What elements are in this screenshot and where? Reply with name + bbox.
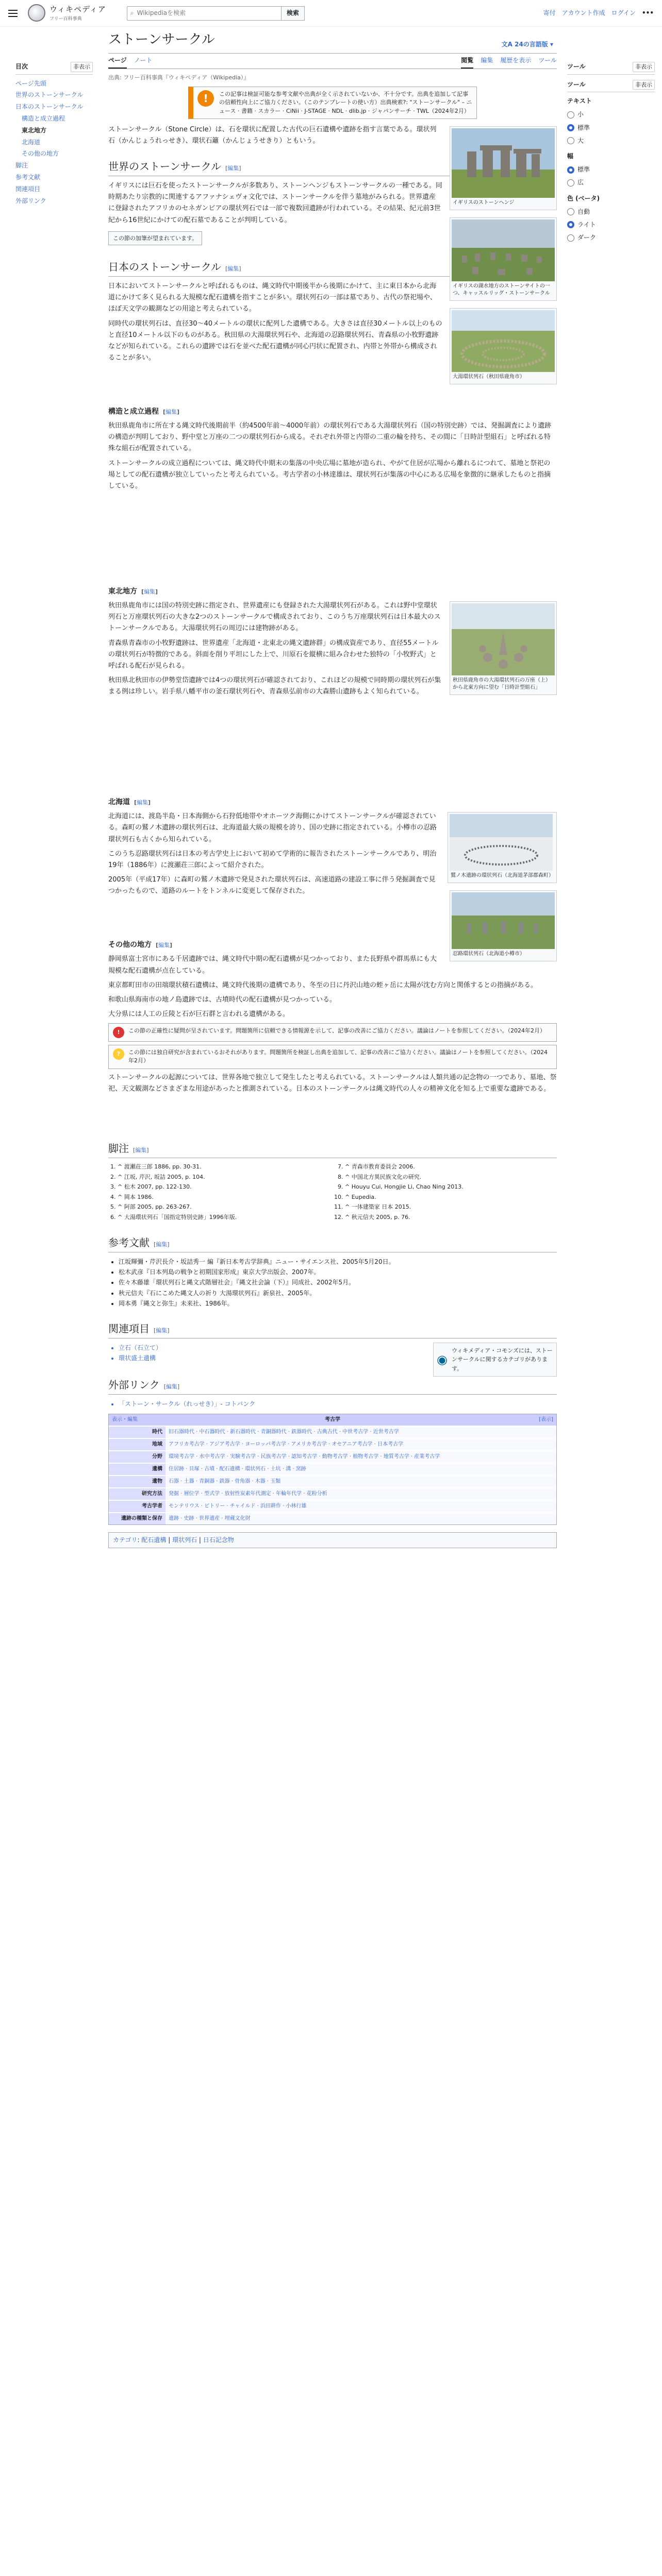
tohoku-paragraph-3: 秋田県北秋田市の伊勢堂岱遺跡では4つの環状列石が確認されており、これほどの規模で同時期の環状列石が集まる例は珍しい。岩手県八幡平市の釜石環状列石や、青森県弘前市の大森勝山遺跡もよく知られている。 <box>108 676 441 696</box>
original-research-text: この節には独自研究が含まれているおそれがあります。問題箇所を検証し出典を追加して、記事の改善にご協力ください。議論はノートを参照してください。（2024年2月） <box>128 1048 548 1064</box>
edit-section-link[interactable]: [編集] <box>141 588 158 595</box>
footnote-item: 7. ^ 青森市教育委員会 2006. <box>345 1162 557 1172</box>
main-menu-icon[interactable] <box>8 6 23 21</box>
heading-notes: 脚注 [編集] <box>108 1140 557 1158</box>
navbox-row <box>109 1451 556 1463</box>
radio-option[interactable] <box>567 176 655 189</box>
navbox-archaeology <box>108 1414 557 1525</box>
world-paragraph: イギリスには巨石を使ったストーンサークルが多数あり、ストーンヘンジもストーンサークルの一種である。同時期あたり宗教的に関連するアファナシェヴォ文化では、ストーンサークルを伴う墓地がみられる。世界遺産に登録されたアフリカのセネガンビアの環状列石では一部で複数回遺跡が行われている。その結果、紀元前3世紀から16世紀にかけての配石墓であることが判明している。 <box>108 182 442 224</box>
radio-label: 大 <box>577 137 584 144</box>
footnote-item: 11. ^ 一体建築家 日本 2015. <box>345 1202 557 1212</box>
toc-item[interactable]: その他の地方 <box>22 150 59 158</box>
image-caption: イギリスの湖水地方のストーンサイトの一つ、キャッスルリッグ・ストーンサークル <box>453 283 550 297</box>
navbox-row <box>109 1463 556 1476</box>
image-oshoro[interactable] <box>450 890 557 961</box>
bibliography-item: • 秋元信夫『石にこめた縄文人の祈り 大湯環状列石』新泉社、2005年。 <box>119 1288 557 1298</box>
hokkaido-paragraph-2: このうち忍路環状列石は日本の考古学史上において初めて学術的に報告されたストーンサークルであり、明治19年（1886年）に渡瀬荘三郎によって紹介された。 <box>108 850 437 869</box>
color-group: 色 (ベータ) <box>567 194 600 202</box>
other-paragraph-1: 静岡県富士宮市にある千居遺跡では、縄文時代中期の配石遺構が見つかっており、また長野県や群馬県にも大規模な配石遺構が点在している。 <box>108 955 437 975</box>
heading-related: 関連項目 [編集] <box>108 1320 557 1338</box>
tab-read[interactable]: 閲覧 <box>461 54 473 69</box>
ending-paragraph: ストーンサークルの起源については、世界各地で独立して発生したと考えられている。ストーンサークルは人類共通の記念物の一つであり、墓地、祭祀、天文観測などさまざまな用途があったと推測されている。日本のストーンサークルは縄文時代の人々の精神文化を知る上で重要な遺跡である。 <box>108 1073 557 1093</box>
radio-label: ライト <box>577 221 596 228</box>
category-link[interactable]: 配石遺構 <box>141 1536 167 1544</box>
text-size-group: テキスト <box>567 97 592 105</box>
image-sundial[interactable] <box>450 601 557 695</box>
radio-label: 自動 <box>577 208 590 215</box>
radio-label: ダーク <box>577 234 597 242</box>
navbox-group-links[interactable]: 旧石器時代 · 中石器時代 · 新石器時代 · 青銅器時代 · 鉄器時代 · 古典古代 · 中世考古学 · 近世考古学 <box>166 1426 556 1438</box>
bibliography-item: • 佐々木藤雄「環状列石と縄文式階層社会」『縄文社会論（下）』同成社、2002年5月。 <box>119 1277 557 1287</box>
heading-structure: 構造と成立過程 [編集] <box>108 407 180 416</box>
tab-page[interactable]: ページ <box>108 54 127 69</box>
radio-option[interactable] <box>567 218 655 231</box>
navbox-edit-link[interactable]: 表示・編集 <box>112 1416 138 1422</box>
tools-hide-button[interactable]: 非表示 <box>633 62 655 72</box>
other-paragraph-2: 東京都町田市の田端環状積石遺構は、縄文時代後期の遺構であり、冬至の日に丹沢山地の蛭ヶ岳に太陽が沈む方向と関係するとの指摘がある。 <box>108 981 538 989</box>
navbox-group-links[interactable]: 発掘 · 層位学 · 型式学 · 放射性炭素年代測定 · 年輪年代学 · 花粉分析 <box>166 1488 556 1500</box>
radio-circle-icon <box>567 179 574 187</box>
toc-item[interactable]: 東北地方 <box>22 126 47 134</box>
navbox-group-label: 分野 <box>109 1451 166 1463</box>
tab-talk[interactable]: ノート <box>134 56 153 64</box>
toc-sidebar <box>15 62 93 207</box>
navbox-group-links[interactable]: 住居跡 · 貝塚 · 古墳 · 配石遺構 · 環状列石 · 土坑 · 溝 · 窯跡 <box>166 1463 556 1476</box>
radio-option[interactable] <box>567 163 655 176</box>
wordmark: ウィキペディア <box>49 5 106 14</box>
image-oyu[interactable] <box>450 308 557 384</box>
donate-link[interactable]: 寄付 <box>543 9 556 16</box>
radio-option[interactable] <box>567 134 655 147</box>
footnote-item: 9. ^ Houyu Cui, Hongjie Li, Chao Ning 2013. <box>345 1182 557 1192</box>
related-link[interactable]: • 環状盛土遺構 <box>119 1353 557 1363</box>
navbox-title[interactable]: 考古学 <box>325 1416 340 1422</box>
image-caption: 秋田県鹿角市の大湯環状列石の万座（上）から北東方向に望む「日時計型組石」 <box>453 677 551 691</box>
heading-bibliography: 参考文献 [編集] <box>108 1234 557 1252</box>
radio-option[interactable] <box>567 108 655 121</box>
heading-external: 外部リンク [編集] <box>108 1377 557 1395</box>
category-box: カテゴリ: 配石遺構 | 環状列石 | 日石記念物 <box>108 1532 557 1548</box>
edit-section-link[interactable]: [編集] <box>133 1147 149 1154</box>
commons-box <box>433 1343 557 1377</box>
radio-label: 広 <box>577 179 584 187</box>
toc-item[interactable]: ページ先頭 <box>15 79 46 87</box>
external-link[interactable]: • 「ストーン・サークル（れっせき）」- コトバンク <box>119 1399 557 1409</box>
footnote-item: 4. ^ 岡本 1986. <box>118 1193 329 1202</box>
navbox-group-label: 研究方法 <box>109 1488 166 1500</box>
accuracy-notice <box>108 1023 557 1042</box>
page-tabs <box>108 54 557 69</box>
footnote-item: 10. ^ Eupedia. <box>345 1193 557 1202</box>
tab-history[interactable]: 履歴を表示 <box>500 56 532 64</box>
edit-section-link[interactable]: [編集] <box>156 942 173 949</box>
sources-notice-text: この記事は検証可能な参考文献や出典が全く示されていないか、不十分です。出典を追加して記事の信頼性向上にご協力ください。（このテンプレートの使い方）出典検索?: "ストーンサークル" – ニュース · 書籍 · スカラー · CiNii · J-STAGE · NDL · dlib.jp · ジャパンサーチ · TWL（2024年2月） <box>219 90 472 114</box>
navbox-group-links[interactable]: アフリカ考古学 · アジア考古学 · ヨーロッパ考古学 · アメリカ考古学 · オセアニア考古学 · 日本考古学 <box>166 1438 556 1451</box>
categories-link[interactable]: カテゴリ <box>113 1536 138 1544</box>
site-logo[interactable] <box>28 3 106 23</box>
search-input[interactable] <box>127 6 282 21</box>
appearance-hide-button[interactable]: 非表示 <box>633 80 655 90</box>
wikipedia-globe-icon <box>28 4 45 22</box>
image-caption: 鷲ノ木遺跡の環状列石（北海道茅部郡森町） <box>451 873 554 879</box>
category-link[interactable]: 環状列石 <box>172 1536 197 1544</box>
heading-world: 世界のストーンサークル [編集] <box>108 158 557 176</box>
footnote-item: 1. ^ 渡瀬荘三郎 1886, pp. 30-31. <box>118 1162 329 1172</box>
navbox-group-label: 遺構 <box>109 1463 166 1476</box>
radio-circle-icon <box>567 221 574 228</box>
tab-tools[interactable]: ツール <box>538 56 557 64</box>
lead-paragraph: ストーンサークル（Stone Circle）は、石を環状に配置した古代の巨石遺構や遺跡を指す言葉である。環状列石（かんじょうれっせき）、環状石籬（かんじょうせきり）ともいう。 <box>108 126 437 145</box>
tools-title: ツール <box>567 63 586 70</box>
navbox-toggle[interactable]: [表示] <box>539 1416 553 1422</box>
japan-paragraph-1: 日本においてストーンサークルと呼ばれるものは、縄文時代中期後半から後期にかけて、主に東日本から北海道にかけて多く見られる大規模な配石遺構を指すことが多い。環状列石の一部は墓であり、古代の祭祀場や、ほぼ天文学の観測などの用途と考えられている。 <box>108 282 437 313</box>
edit-section-link[interactable]: [編集] <box>134 799 151 806</box>
image-washinoki[interactable] <box>448 812 557 883</box>
navbox-group-label: 遺物 <box>109 1476 166 1488</box>
from-line: 出典: フリー百科事典『ウィキペディア（Wikipedia）』 <box>108 74 250 81</box>
navbox-row <box>109 1488 556 1500</box>
navbox-group-label: 考古学者 <box>109 1500 166 1513</box>
navbox-group-label: 地域 <box>109 1438 166 1451</box>
navbox-group-links[interactable]: 石器 · 土器 · 青銅器 · 鉄器 · 骨角器 · 木器 · 玉類 <box>166 1476 556 1488</box>
toc-item[interactable]: 関連項目 <box>15 185 41 193</box>
heading-other: その他の地方 [編集] <box>108 941 173 950</box>
navbox-group-label: 遺跡の種類と保存 <box>109 1513 166 1524</box>
footnote-item: 12. ^ 秋元信夫 2005, p. 76. <box>345 1213 557 1222</box>
user-links <box>543 8 654 18</box>
table-note: この節の加筆が望まれています。 <box>108 231 202 246</box>
image-castlerigg[interactable] <box>450 217 557 301</box>
login-link[interactable]: ログイン <box>611 9 636 16</box>
sources-notice <box>188 87 477 120</box>
search-placeholder: Wikipediaを検索 <box>137 9 186 16</box>
heading-tohoku: 東北地方 [編集] <box>108 587 158 596</box>
toc-item[interactable]: 外部リンク <box>15 197 46 205</box>
edit-section-link[interactable]: [編集] <box>225 165 241 172</box>
image-caption: 大湯環状列石（秋田県鹿角市） <box>453 374 525 380</box>
radio-circle-icon <box>567 208 574 215</box>
toc-item[interactable]: 脚注 <box>15 162 28 170</box>
image-caption: 忍路環状列石（北海道小樽市） <box>453 951 525 957</box>
radio-option[interactable] <box>567 206 655 218</box>
alert-icon: ! <box>113 1027 124 1038</box>
category-link[interactable]: 日石記念物 <box>203 1536 234 1544</box>
structure-paragraph-2: ストーンサークルの成立過程については、縄文時代中期末の集落の中央広場に墓地が造られ、やがて住居が広場から離れるにつれて、墓地と祭祀の場としての配石遺構が独立していったと考えられている。考古学者の小林達雄は、環状列石が集落の中心にある広場を象徴的に継承したものと指摘している。 <box>108 459 551 490</box>
article-content <box>108 31 557 1555</box>
radio-option[interactable] <box>567 122 655 134</box>
tohoku-paragraph-1: 秋田県鹿角市には国の特別史跡に指定され、世界遺産にも登録された大湯環状列石がある。これは野中堂環状列石と万座環状列石の大きな2つのストーンサークルで構成されており、このうち万座環状列石は日本最大のストーンサークルである。大湯環状列石の周辺には建物跡がある。 <box>108 602 441 633</box>
structure-paragraph-1: 秋田県鹿角市に所在する縄文時代後期前半（約4500年前〜4000年前）の環状列石である大湯環状列石（国の特別史跡）では、発掘調査により遺跡の構造が判明しており、野中堂と万座の二つの環状列石から成る。それぞれ外帯と内帯の二重の輪を持ち、その間に「日時計型組石」と呼ばれる特殊な組石が配置されている。 <box>108 422 552 453</box>
japan-paragraph-2: 同時代の環状列石は、直径30〜40メートルの環状に配列した遺構である。大きさは直径30メートル以上のものと直径10メートル以下のものがある。秋田県の大湯環状列石や、北海道の忍路環状列石、青森県の小牧野遺跡などが知られている。これらの遺跡では石を並べた配石遺構が同心円状に配置され、内帯と外帯から構成されることが多い。 <box>108 319 442 362</box>
radio-circle-icon <box>567 111 574 118</box>
footnote-item: 6. ^ 大湯環状列石「国指定特別史跡」1996年版. <box>118 1213 329 1222</box>
hokkaido-paragraph-3: 2005年（平成17年）に森町の鷲ノ木遺跡で発見された環状列石は、高速道路の建設工事に伴う発掘調査で見つかったもので、道路のルートをトンネルに変更して保存された。 <box>108 875 436 895</box>
navbox-group-label: 時代 <box>109 1426 166 1438</box>
original-research-notice <box>108 1045 557 1069</box>
language-button[interactable]: 文A 24の言語版 ▾ <box>501 40 553 48</box>
toc-item[interactable]: 日本のストーンサークル <box>15 103 84 111</box>
toc-hide-button[interactable]: 非表示 <box>71 62 93 72</box>
radio-label: 標準 <box>577 166 590 174</box>
hokkaido-paragraph-1: 北海道には、渡島半島・日本海側から石狩低地帯やオホーツク海側にかけてストーンサークルが確認されている。森町の鷲ノ木遺跡の環状列石は、北海道最大級の規模を誇り、国の史跡に指定されている。小樽市の忍路環状列石も古くから知られている。 <box>108 812 437 843</box>
navbox-row <box>109 1426 556 1438</box>
commons-text[interactable]: ウィキメディア・コモンズには、ストーンサークルに関するカテゴリがあります。 <box>451 1347 553 1372</box>
radio-label: 小 <box>577 111 584 118</box>
navbox-row <box>109 1476 556 1488</box>
search-form <box>127 6 305 21</box>
navbox-group-links[interactable]: モンテリウス · ピトリー · チャイルド · 浜田耕作 · 小林行雄 <box>166 1500 556 1513</box>
width-group: 幅 <box>567 152 574 160</box>
external-links-list <box>108 1399 557 1409</box>
footnote-item: 5. ^ 阿部 2005, pp. 263-267. <box>118 1202 329 1212</box>
appearance-title: ツール <box>567 80 586 88</box>
other-paragraph-4: 大分県には人工の丘陵と石が巨石群と言われる遺構がある。 <box>108 1010 290 1018</box>
image-caption: イギリスのストーンヘンジ <box>453 200 515 206</box>
radio-circle-icon <box>567 137 574 144</box>
footnote-item: 2. ^ 江坂, 芹沢, 坂詰 2005, p. 104. <box>118 1173 329 1182</box>
more-options-icon[interactable]: ••• <box>641 9 654 16</box>
caution-icon: ? <box>113 1048 124 1060</box>
toc-item[interactable]: 構造と成立過程 <box>22 114 65 122</box>
bibliography-item: • 松木武彦『日本列島の戦争と初期国家形成』東京大学出版会、2007年。 <box>119 1267 557 1277</box>
tab-edit[interactable]: 編集 <box>481 56 493 64</box>
site-header <box>0 0 662 27</box>
create-account-link[interactable]: アカウント作成 <box>561 9 605 16</box>
footnotes-list <box>108 1162 557 1223</box>
edit-section-link[interactable]: [編集] <box>154 1327 170 1334</box>
radio-circle-icon <box>567 124 574 131</box>
tohoku-paragraph-2: 青森県青森市の小牧野遺跡は、世界遺産「北海道・北東北の縄文遺跡群」の構成資産であり、直径55メートルの環状列石が特徴的である。斜面を削り平坦にした上で、川原石を縦横に組み合わせた独特の「小牧野式」と呼ばれる配石が見られる。 <box>108 639 439 670</box>
navbox-group-links[interactable]: 環境考古学 · 水中考古学 · 実験考古学 · 民族考古学 · 認知考古学 · 動物考古学 · 植物考古学 · 地質考古学 · 産業考古学 <box>166 1451 556 1463</box>
tools-sidebar <box>567 62 655 244</box>
search-icon: ⌕ <box>130 9 134 16</box>
toc-item[interactable]: 参考文献 <box>15 173 41 181</box>
tagline: フリー百科事典 <box>49 16 82 22</box>
radio-circle-icon <box>567 234 574 242</box>
edit-section-link[interactable]: [編集] <box>225 265 241 273</box>
navbox-group-links[interactable]: 遺跡 · 史跡 · 世界遺産 · 埋蔵文化財 <box>166 1513 556 1524</box>
accuracy-notice-text: この節の正確性に疑問が呈されています。問題箇所に信頼できる情報源を示して、記事の改善にご協力ください。議論はノートを参照してください。（2024年2月） <box>128 1027 546 1034</box>
navbox-row <box>109 1438 556 1451</box>
radio-circle-icon <box>567 166 574 174</box>
footnote-item: 8. ^ 中国北方異民族文化の研究. <box>345 1173 557 1182</box>
heading-japan: 日本のストーンサークル [編集] <box>108 259 557 277</box>
page-title: ストーンサークル <box>108 32 215 48</box>
edit-section-link[interactable]: [編集] <box>163 1383 180 1391</box>
toc-item[interactable]: 世界のストーンサークル <box>15 91 84 99</box>
other-paragraph-3: 和歌山県海南市の地ノ島遺跡では、古墳時代の配石遺構が見つかっている。 <box>108 995 337 1004</box>
bibliography-item: • 岡本勇『縄文と弥生』未来社、1986年。 <box>119 1298 557 1309</box>
toc-title: 目次 <box>15 63 28 70</box>
radio-option[interactable] <box>567 231 655 244</box>
related-link[interactable]: • 立石（石立て） <box>119 1343 557 1353</box>
edit-section-link[interactable]: [編集] <box>163 408 180 415</box>
heading-hokkaido: 北海道 [編集] <box>108 798 151 806</box>
navbox-row <box>109 1500 556 1513</box>
edit-section-link[interactable]: [編集] <box>154 1241 170 1248</box>
toc-item[interactable]: 北海道 <box>22 138 41 146</box>
navbox-row <box>109 1513 556 1524</box>
search-button[interactable]: 検索 <box>282 6 305 21</box>
bibliography-item: • 江坂輝彌・芹沢長介・坂詰秀一 編『新日本考古学辞典』ニュー・サイエンス社、2005年5月20日。 <box>119 1257 557 1267</box>
bibliography-list <box>108 1257 557 1309</box>
footnote-item: 3. ^ 松木 2007, pp. 122-130. <box>118 1182 329 1192</box>
warning-icon: ! <box>197 90 214 107</box>
image-stonehenge[interactable] <box>450 126 557 210</box>
commons-icon: ◉ <box>437 1352 448 1367</box>
radio-label: 標準 <box>577 124 590 131</box>
